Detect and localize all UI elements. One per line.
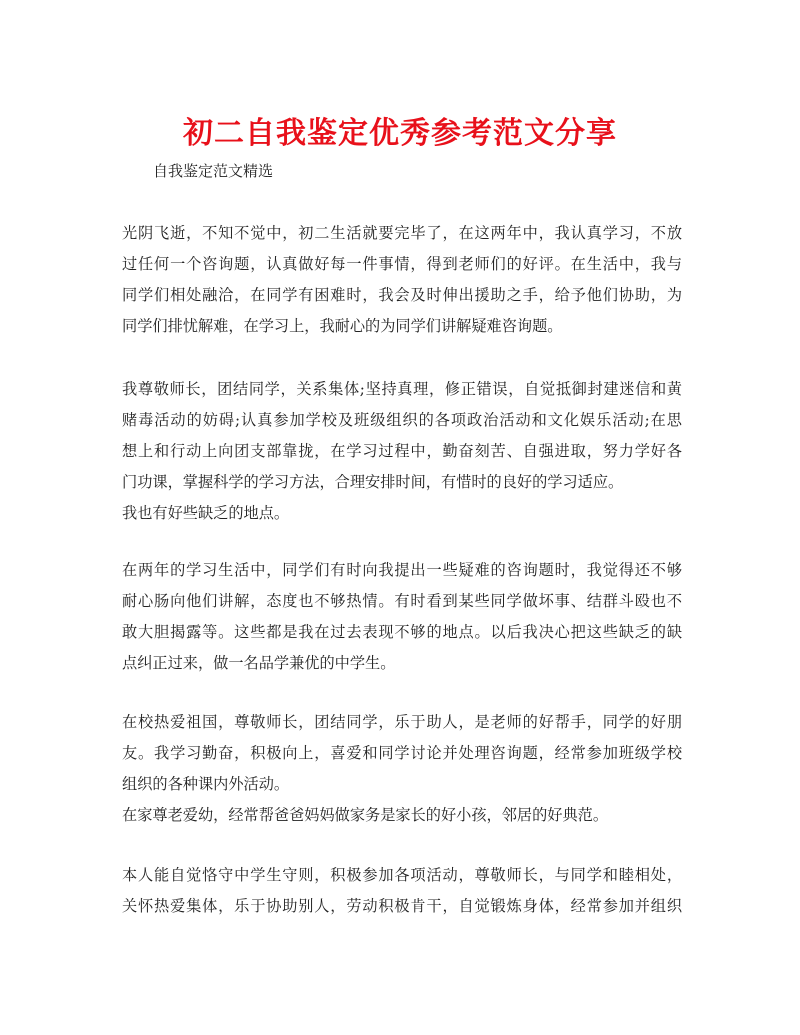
paragraph-3 [122, 555, 682, 679]
text-line: 本人能自觉恪守中学生守则，积极参加各项活动，尊敬师长，与同学和睦相处， [122, 866, 682, 884]
text-line: 在家尊老爱幼，经常帮爸爸妈妈做家务是家长的好小孩，邻居的好典范。 [122, 806, 608, 824]
text-line: 过任何一个咨询题，认真做好每一件事情，得到老师们的好评。在生活中，我与 [122, 255, 682, 273]
text-line: 同学们排忧解难，在学习上，我耐心的为同学们讲解疑难咨询题。 [122, 317, 563, 335]
text-line: 同学们相处融洽，在同学有困难时，我会及时伸出援助之手，给予他们协助，为 [122, 286, 682, 304]
text-line: 在校热爱祖国，尊敬师长，团结同学，乐于助人，是老师的好帮手，同学的好朋 [122, 713, 682, 731]
text-line: 关怀热爱集体，乐于协助别人，劳动积极肯干，自觉锻炼身体，经常参加并组织 [122, 897, 682, 915]
document-title: 初二自我鉴定优秀参考范文分享 [183, 116, 617, 151]
text-line: 我也有好些缺乏的地点。 [122, 504, 290, 522]
text-line: 门功课，掌握科学的学习方法，合理安排时间，有惜时的良好的学习适应。 [122, 473, 624, 491]
text-line: 在两年的学习生活中，同学们有时向我提出一些疑难的咨询题时，我觉得还不够 [122, 561, 682, 579]
paragraph-5 [122, 860, 682, 922]
document-subtitle: 自我鉴定范文精选 [153, 162, 274, 180]
text-line: 组织的各种课内外活动。 [122, 775, 290, 793]
text-line: 敢大胆揭露等。这些都是我在过去表现不够的地点。以后我决心把这些缺乏的缺 [122, 623, 682, 641]
paragraph-4 [122, 707, 682, 831]
text-line: 点纠正过来，做一名品学兼优的中学生。 [122, 654, 396, 672]
text-line: 我尊敬师长，团结同学，关系集体;坚持真理，修正错误，自觉抵御封建迷信和黄 [122, 380, 682, 398]
text-line: 友。我学习勤奋，积极向上，喜爱和同学讨论并处理咨询题，经常参加班级学校 [122, 744, 682, 762]
text-line: 想上和行动上向团支部靠拢，在学习过程中，勤奋刻苦、自强进取，努力学好各 [122, 442, 682, 460]
text-line: 耐心肠向他们讲解，态度也不够热情。有时看到某些同学做坏事、结群斗殴也不 [122, 592, 682, 610]
text-line: 光阴飞逝，不知不觉中，初二生活就要完毕了，在这两年中，我认真学习，不放 [122, 224, 682, 242]
text-line: 赌毒活动的妨碍;认真参加学校及班级组织的各项政治活动和文化娱乐活动;在思 [122, 411, 682, 429]
paragraph-1 [122, 218, 682, 342]
paragraph-2 [122, 374, 682, 529]
